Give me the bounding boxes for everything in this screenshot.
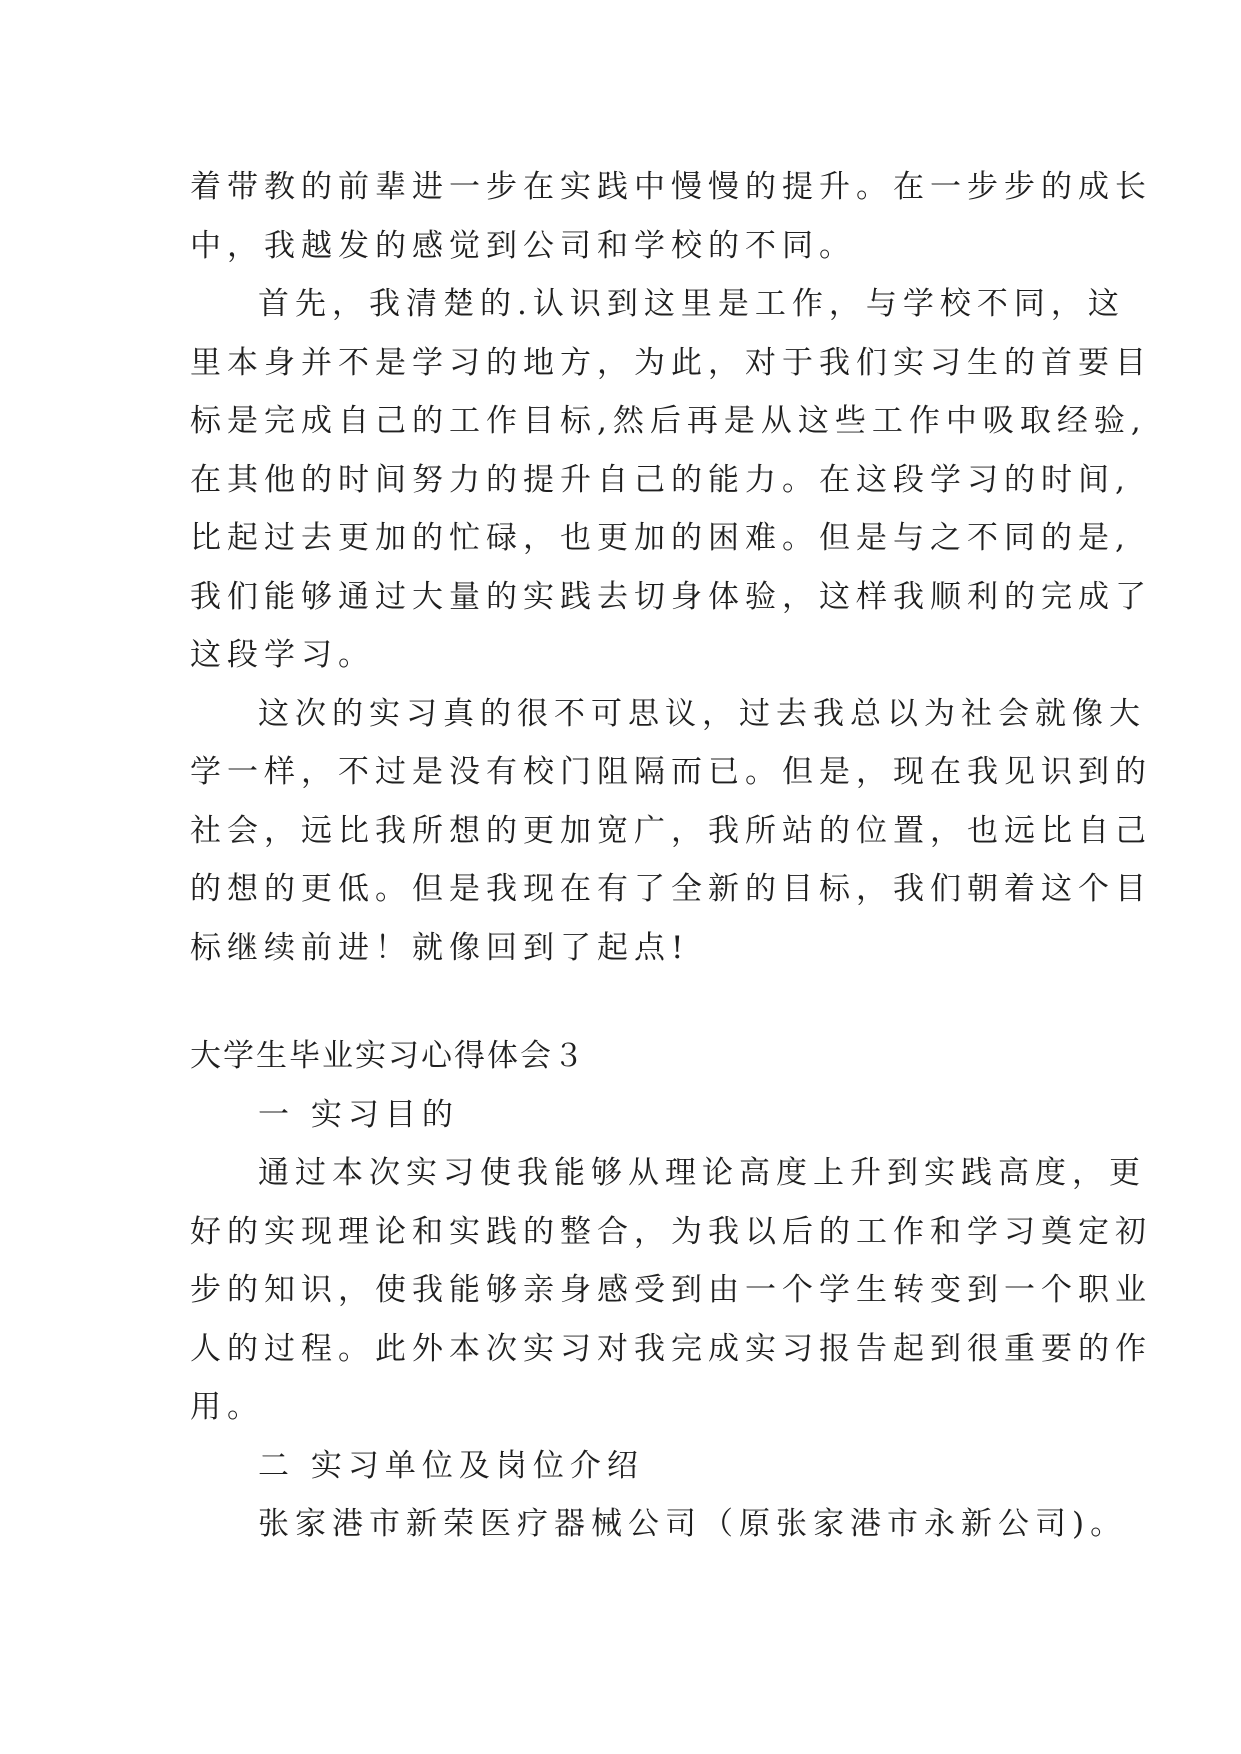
paragraph-line: 人的过程。此外本次实习对我完成实习报告起到很重要的作 [190, 1330, 1152, 1367]
paragraph-line: 这次的实习真的很不可思议，过去我总以为社会就像大 [258, 695, 1146, 732]
paragraph-line: 里本身并不是学习的地方，为此，对于我们实习生的首要目 [190, 344, 1152, 381]
paragraph-line: 通过本次实习使我能够从理论高度上升到实践高度，更 [258, 1155, 1146, 1191]
paragraph-line: 标继续前进！就像回到了起点! [190, 929, 690, 966]
paragraph-line: 社会，远比我所想的更加宽广，我所站的位置，也远比自己 [190, 812, 1152, 849]
paragraph-line: 的想的更低。但是我现在有了全新的目标，我们朝着这个目 [190, 871, 1152, 907]
paragraph-line: 步的知识，使我能够亲身感受到由一个学生转变到一个职业 [190, 1272, 1152, 1308]
paragraph-line: 这段学习。 [190, 637, 375, 673]
paragraph-line: 中，我越发的感觉到公司和学校的不同。 [190, 227, 856, 264]
paragraph-line: 标是完成自己的工作目标,然后再是从这些工作中吸取经验, [190, 403, 1147, 439]
paragraph-line: 在其他的时间努力的提升自己的能力。在这段学习的时间, [190, 461, 1131, 498]
section-title: 大学生毕业实习心得体会３ [190, 1038, 586, 1074]
paragraph-line: 学一样，不过是没有校门阻隔而已。但是，现在我见识到的 [190, 754, 1152, 790]
paragraph-line: 我们能够通过大量的实践去切身体验，这样我顺利的完成了 [190, 578, 1152, 615]
document-body [190, 158, 1152, 1554]
paragraph-line: 比起过去更加的忙碌，也更加的困难。但是与之不同的是, [190, 520, 1131, 556]
section-heading-company: 二 实习单位及岗位介绍 [258, 1447, 644, 1484]
paragraph-line: 首先，我清楚的.认识到这里是工作，与学校不同，这 [258, 286, 1125, 322]
paragraph-line: 张家港市新荣医疗器械公司（原张家港市永新公司)。 [258, 1506, 1128, 1542]
section-heading-purpose: 一 实习目的 [258, 1096, 459, 1133]
paragraph-line: 着带教的前辈进一步在实践中慢慢的提升。在一步步的成长 [190, 169, 1152, 205]
paragraph-line: 用。 [190, 1389, 264, 1425]
paragraph-line: 好的实现理论和实践的整合，为我以后的工作和学习奠定初 [190, 1213, 1152, 1250]
section-spacer [190, 977, 1060, 1027]
